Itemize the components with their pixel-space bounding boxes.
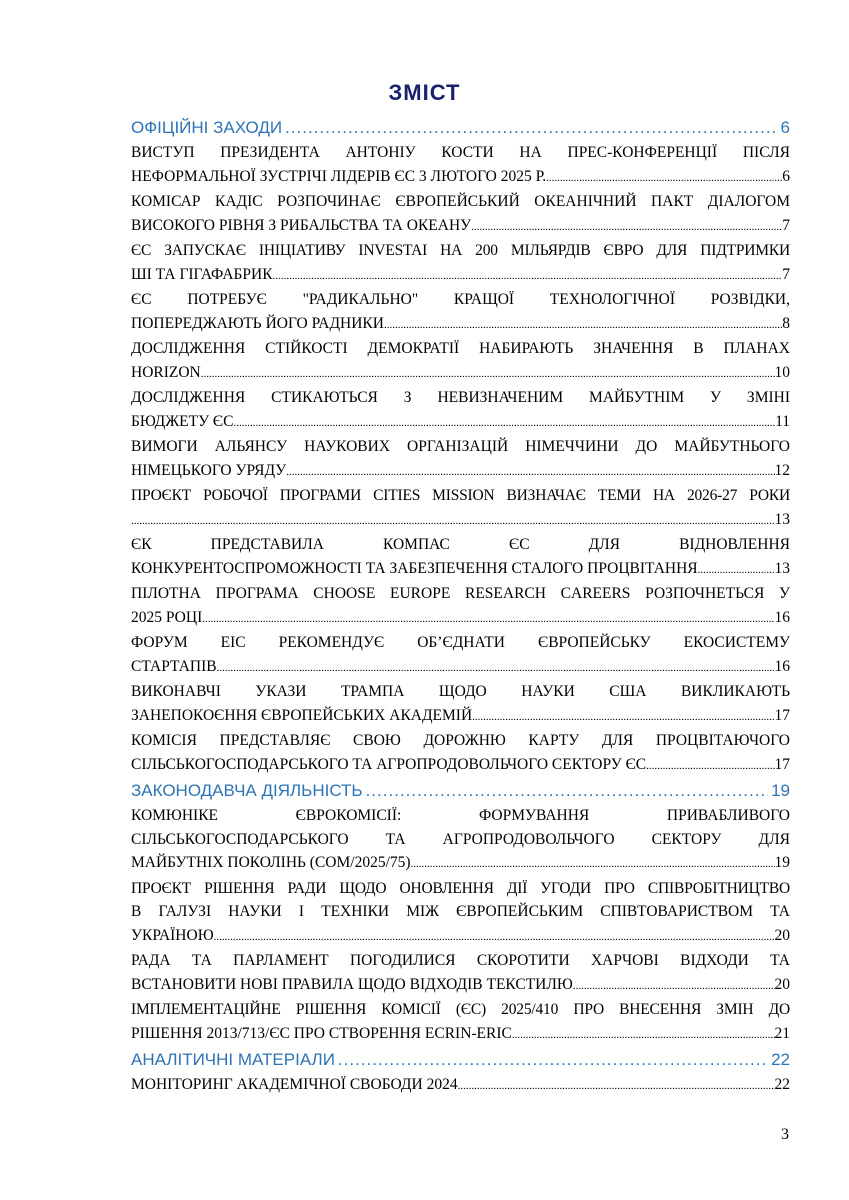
toc-leader-dots bbox=[512, 1024, 775, 1048]
toc-entry-text: ВИСТУП ПРЕЗИДЕНТА АНТОНІУ КОСТИ НА ПРЕС-КОНФЕРЕНЦІЇ ПІСЛЯ bbox=[131, 144, 790, 161]
toc-leader-dots bbox=[411, 853, 775, 877]
toc-entry-text: МАЙБУТНІХ ПОКОЛІНЬ (COM/2025/75) bbox=[131, 854, 411, 871]
toc-entry[interactable] bbox=[131, 877, 790, 950]
toc-entry[interactable] bbox=[131, 435, 790, 484]
toc-entry-text: КОМІСАР КАДІС РОЗПОЧИНАЄ ЄВРОПЕЙСЬКИЙ ОКЕАНІЧНИЙ ПАКТ ДІАЛОГОМ bbox=[131, 193, 790, 210]
toc-entry[interactable] bbox=[131, 386, 790, 435]
table-of-contents bbox=[131, 115, 790, 1099]
toc-entry-text: РІШЕННЯ 2013/713/ЄС ПРО СТВОРЕННЯ ECRIN-ERIC bbox=[131, 1024, 512, 1042]
toc-entry-text: УКРАЇНОЮ bbox=[131, 926, 214, 944]
toc-entry-text: ЄС ЗАПУСКАЄ ІНІЦІАТИВУ INVESTAI НА 200 МІЛЬЯРДІВ ЄВРО ДЛЯ ПІДТРИМКИ bbox=[131, 242, 790, 259]
toc-entry-text: СТАРТАПІВ bbox=[131, 657, 217, 675]
toc-page-number: 19 bbox=[771, 781, 790, 800]
toc-leader-dots bbox=[698, 559, 775, 583]
toc-leader-dots bbox=[646, 755, 774, 779]
toc-entry-text: ДОСЛІДЖЕННЯ СТІЙКОСТІ ДЕМОКРАТІЇ НАБИРАЮТЬ ЗНАЧЕННЯ В ПЛАНАХ bbox=[131, 340, 790, 357]
toc-entry[interactable] bbox=[131, 998, 790, 1047]
toc-entry-text: КОМІСІЯ ПРЕДСТАВЛЯЄ СВОЮ ДОРОЖНЮ КАРТУ ДЛЯ ПРОЦВІТАЮЧОГО bbox=[131, 732, 790, 749]
toc-entry[interactable] bbox=[131, 533, 790, 582]
toc-entry[interactable] bbox=[131, 1073, 790, 1099]
toc-leader-dots bbox=[338, 1047, 768, 1073]
toc-entry-text: ЄК ПРЕДСТАВИЛА КОМПАС ЄС ДЛЯ ВІДНОВЛЕННЯ bbox=[131, 536, 790, 553]
toc-page-number: 20 bbox=[774, 975, 790, 993]
toc-page-number: 6 bbox=[780, 118, 790, 137]
toc-entry-text: ФОРУМ EIC РЕКОМЕНДУЄ ОБ’ЄДНАТИ ЄВРОПЕЙСЬКУ ЕКОСИСТЕМУ bbox=[131, 634, 790, 651]
toc-entry[interactable] bbox=[131, 680, 790, 729]
toc-page-number: 20 bbox=[774, 926, 790, 944]
toc-entry-text: ВИКОНАВЧІ УКАЗИ ТРАМПА ЩОДО НАУКИ США ВИКЛИКАЮТЬ bbox=[131, 683, 790, 700]
toc-entry-text: HORIZON bbox=[131, 363, 201, 381]
toc-page-number: 16 bbox=[774, 657, 790, 675]
toc-entry-text: ЗАНЕПОКОЄННЯ ЄВРОПЕЙСЬКИХ АКАДЕМІЙ bbox=[131, 706, 473, 724]
toc-leader-dots bbox=[471, 216, 782, 240]
toc-entry[interactable] bbox=[131, 484, 790, 533]
toc-section[interactable] bbox=[131, 778, 790, 804]
toc-entry-text: ПОПЕРЕДЖАЮТЬ ЙОГО РАДНИКИ bbox=[131, 314, 384, 332]
toc-page-number: 21 bbox=[774, 1024, 790, 1042]
toc-entry-text: ВИМОГИ АЛЬЯНСУ НАУКОВИХ ОРГАНІЗАЦІЙ НІМЕЧЧИНИ ДО МАЙБУТНЬОГО bbox=[131, 438, 790, 455]
toc-entry-text: ІМПЛЕМЕНТАЦІЙНЕ РІШЕННЯ КОМІСІЇ (ЄС) 2025/410 ПРО ВНЕСЕННЯ ЗМІН ДО bbox=[131, 1001, 790, 1018]
toc-entry-text: КОМЮНІКЕ ЄВРОКОМІСІЇ: ФОРМУВАННЯ ПРИВАБЛИВОГО bbox=[131, 807, 790, 824]
toc-entry[interactable] bbox=[131, 239, 790, 288]
toc-leader-dots bbox=[458, 1075, 775, 1099]
toc-page-number: 22 bbox=[774, 1076, 790, 1093]
toc-page-number: 19 bbox=[774, 854, 790, 871]
toc-page-number: 16 bbox=[774, 608, 790, 626]
toc-entry-text: КОНКУРЕНТОСПРОМОЖНОСТІ ТА ЗАБЕЗПЕЧЕННЯ СТАЛОГО ПРОЦВІТАННЯ bbox=[131, 559, 698, 577]
toc-entry-text: БЮДЖЕТУ ЄС bbox=[131, 412, 234, 430]
toc-leader-dots bbox=[201, 363, 775, 387]
toc-page-number: 7 bbox=[782, 216, 790, 234]
toc-leader-dots bbox=[202, 608, 774, 632]
toc-entry-text: В ГАЛУЗІ НАУКИ І ТЕХНІКИ МІЖ ЄВРОПЕЙСЬКИМ СПІВТОВАРИСТВОМ ТА bbox=[131, 903, 790, 920]
toc-section-label: АНАЛІТИЧНІ МАТЕРІАЛИ bbox=[131, 1050, 335, 1069]
page-title: ЗМІСТ bbox=[388, 80, 461, 105]
toc-entry[interactable] bbox=[131, 190, 790, 239]
toc-page-number: 8 bbox=[782, 314, 790, 332]
toc-entry[interactable] bbox=[131, 631, 790, 680]
toc-entry[interactable] bbox=[131, 141, 790, 190]
toc-section-label: ЗАКОНОДАВЧА ДІЯЛЬНІСТЬ bbox=[131, 781, 363, 800]
toc-leader-dots bbox=[217, 657, 775, 681]
toc-leader-dots bbox=[233, 412, 775, 436]
toc-entry-text: СІЛЬСЬКОГОСПОДАРСЬКОГО ТА АГРОПРОДОВОЛЬЧОГО СЕКТОРУ ЄС bbox=[131, 755, 647, 773]
toc-leader-dots bbox=[285, 115, 777, 141]
toc-leader-dots bbox=[131, 510, 775, 534]
toc-entry-text: НІМЕЦЬКОГО УРЯДУ bbox=[131, 461, 287, 479]
toc-leader-dots bbox=[384, 314, 782, 338]
toc-entry-text: ВИСОКОГО РІВНЯ З РИБАЛЬСТВА ТА ОКЕАНУ bbox=[131, 216, 472, 234]
toc-entry[interactable] bbox=[131, 337, 790, 386]
toc-page-number: 13 bbox=[774, 559, 790, 577]
toc-page-number: 7 bbox=[782, 265, 790, 283]
toc-section-label: ОФІЦІЙНІ ЗАХОДИ bbox=[131, 118, 283, 137]
toc-entry-text: МОНІТОРИНГ АКАДЕМІЧНОЇ СВОБОДИ 2024 bbox=[131, 1076, 458, 1093]
toc-entry[interactable] bbox=[131, 288, 790, 337]
toc-leader-dots bbox=[286, 461, 774, 485]
toc-page-number: 12 bbox=[774, 461, 790, 479]
toc-entry-text: ЄС ПОТРЕБУЄ "РАДИКАЛЬНО" КРАЩОЇ ТЕХНОЛОГІЧНОЇ РОЗВІДКИ, bbox=[131, 291, 790, 308]
toc-entry-text: НЕФОРМАЛЬНОЇ ЗУСТРІЧІ ЛІДЕРІВ ЄС 3 ЛЮТОГО 2025 Р. bbox=[131, 167, 547, 185]
toc-page-number: 22 bbox=[771, 1050, 790, 1069]
toc-leader-dots bbox=[366, 778, 769, 804]
page-number: 3 bbox=[781, 1126, 789, 1143]
toc-entry[interactable] bbox=[131, 949, 790, 998]
toc-leader-dots bbox=[273, 265, 783, 289]
toc-leader-dots bbox=[472, 706, 774, 730]
toc-page-number: 10 bbox=[774, 363, 790, 381]
toc-entry-text: ПРОЄКТ РОБОЧОЇ ПРОГРАМИ CITIES MISSION ВИЗНАЧАЄ ТЕМИ НА 2026-27 РОКИ bbox=[131, 487, 790, 504]
toc-entry-text: 2025 РОЦІ bbox=[131, 608, 203, 626]
toc-entry[interactable] bbox=[131, 804, 790, 877]
toc-page-number: 17 bbox=[774, 755, 790, 773]
toc-entry-text: ПРОЄКТ РІШЕННЯ РАДИ ЩОДО ОНОВЛЕННЯ ДІЇ УГОДИ ПРО СПІВРОБІТНИЦТВО bbox=[131, 879, 790, 897]
toc-entry-text: ШІ ТА ГІГАФАБРИК bbox=[131, 265, 273, 283]
toc-page-number: 17 bbox=[774, 706, 790, 724]
toc-page-number: 11 bbox=[775, 412, 790, 430]
toc-section[interactable] bbox=[131, 1047, 790, 1073]
toc-entry-text: РАДА ТА ПАРЛАМЕНТ ПОГОДИЛИСЯ СКОРОТИТИ ХАРЧОВІ ВІДХОДИ ТА bbox=[131, 952, 790, 969]
toc-leader-dots bbox=[214, 926, 775, 950]
toc-entry[interactable] bbox=[131, 729, 790, 778]
toc-entry-text: СІЛЬСЬКОГОСПОДАРСЬКОГО ТА АГРОПРОДОВОЛЬЧОГО СЕКТОРУ ДЛЯ bbox=[131, 830, 790, 848]
toc-entry[interactable] bbox=[131, 582, 790, 631]
toc-section[interactable] bbox=[131, 115, 790, 141]
toc-entry-text: ВСТАНОВИТИ НОВІ ПРАВИЛА ЩОДО ВІДХОДІВ ТЕКСТИЛЮ bbox=[131, 975, 573, 993]
toc-entry-text: ДОСЛІДЖЕННЯ СТИКАЮТЬСЯ З НЕВИЗНАЧЕНИМ МАЙБУТНІМ У ЗМІНІ bbox=[131, 389, 790, 406]
toc-leader-dots bbox=[573, 975, 775, 999]
toc-page-number: 13 bbox=[774, 510, 790, 528]
toc-leader-dots bbox=[546, 167, 782, 191]
toc-page-number: 6 bbox=[782, 167, 790, 185]
toc-entry-text: ПІЛОТНА ПРОГРАМА CHOOSE EUROPE RESEARCH CAREERS РОЗПОЧНЕТЬСЯ У bbox=[131, 585, 790, 602]
